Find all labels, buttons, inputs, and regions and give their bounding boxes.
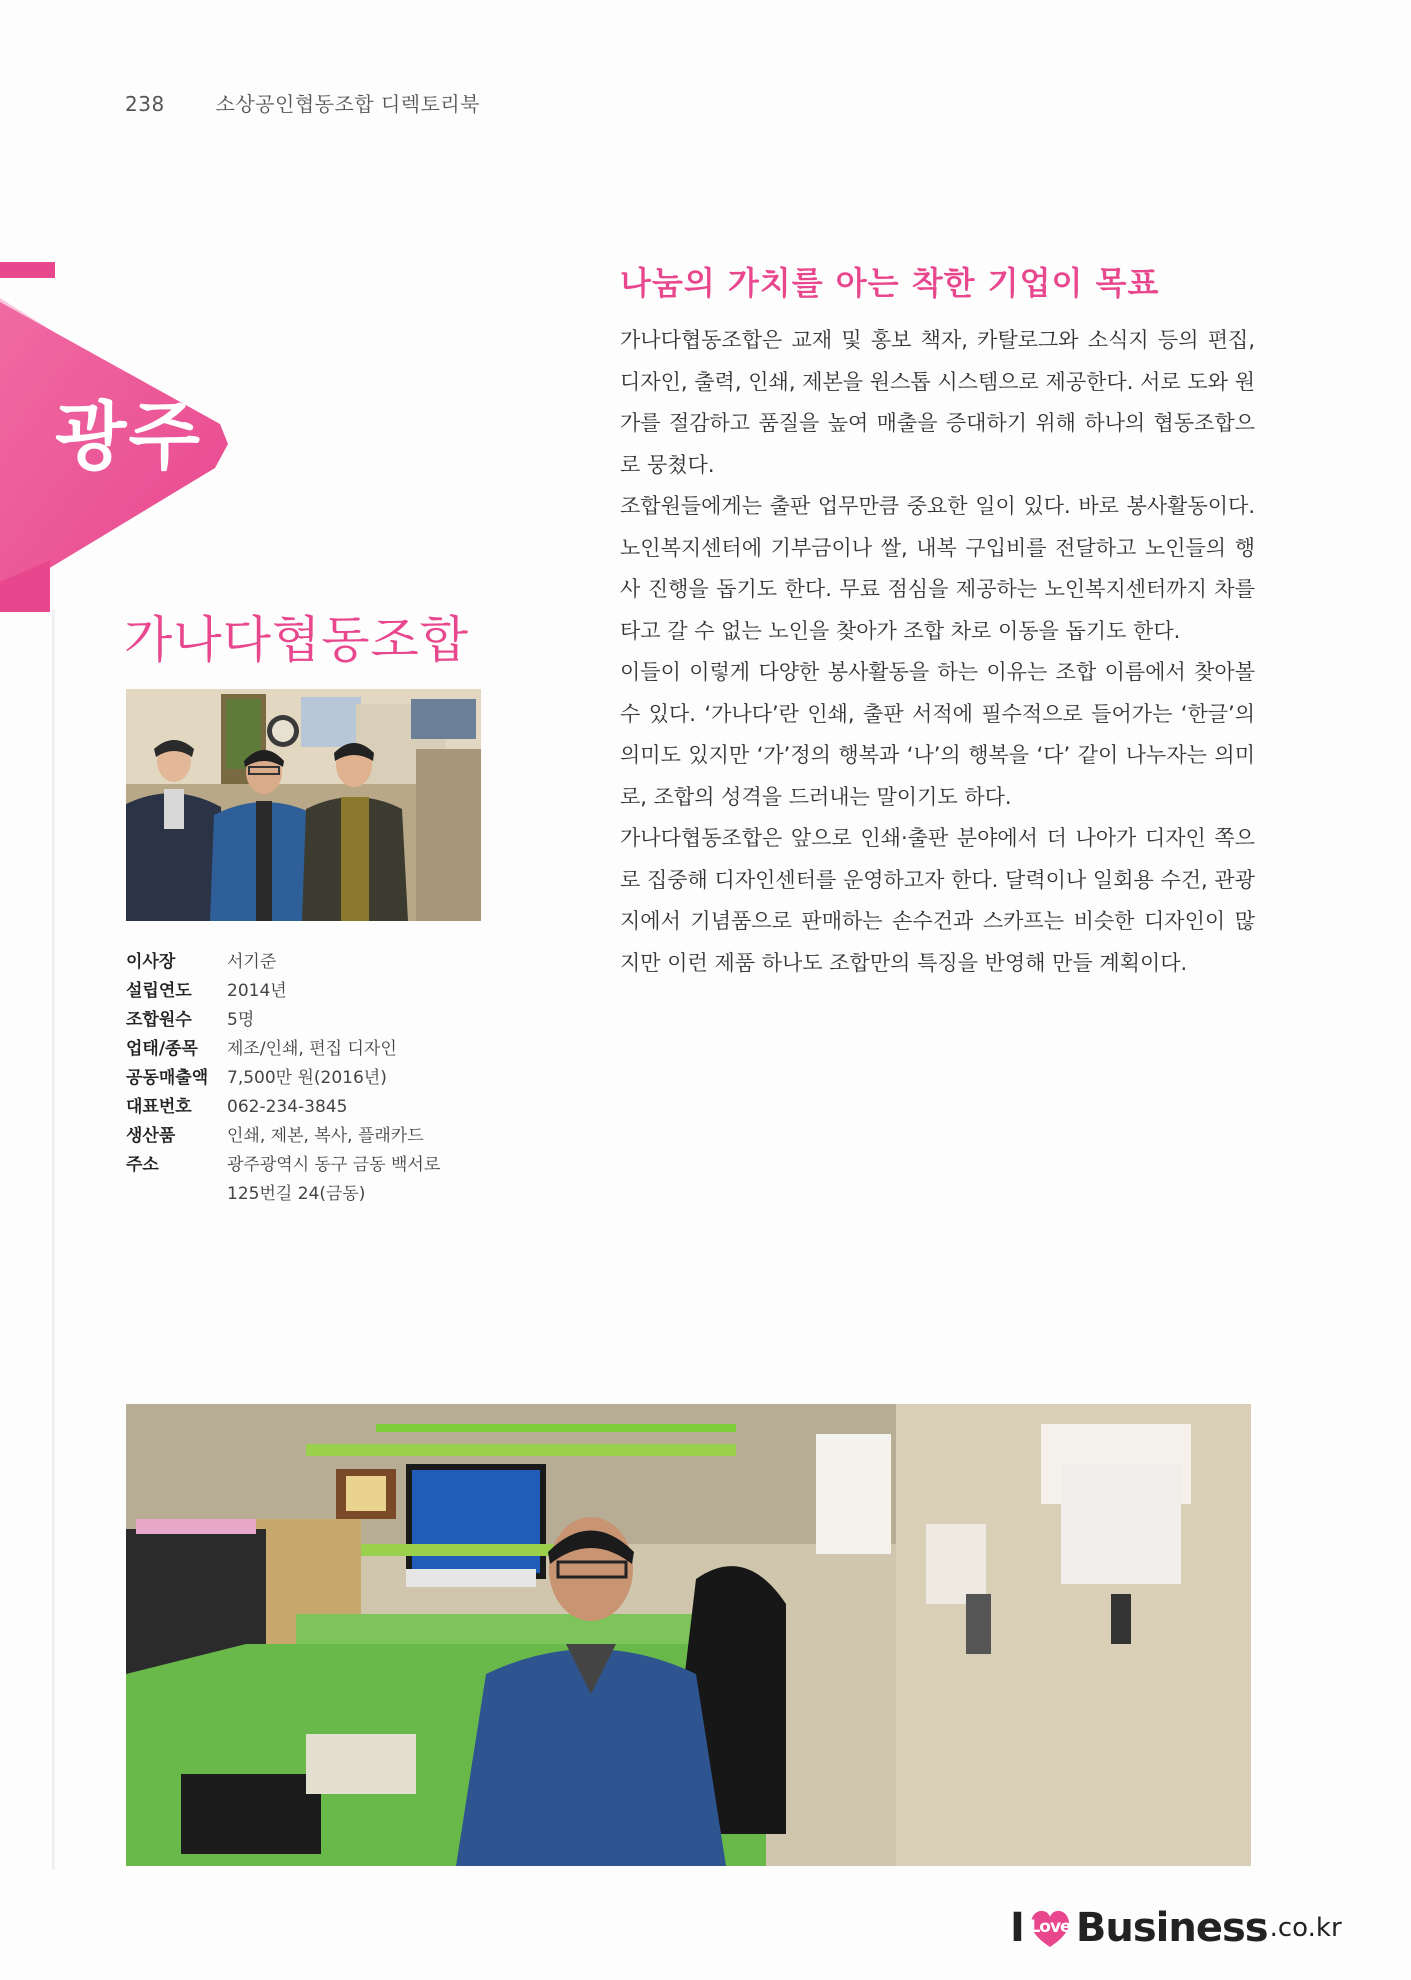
paragraph: 가나다협동조합은 교재 및 홍보 책자, 카탈로그와 소식지 등의 편집, 디자인, 출력, 인쇄, 제본을 원스톱 시스템으로 제공한다. 서로 도와 원가를 절감하고 품질을 높여 매출을 증대하기 위해 하나의 협동조합으로 뭉쳤다. [620, 328, 1255, 477]
info-key [126, 1180, 227, 1209]
paragraph: 이들이 이렇게 다양한 봉사활동을 하는 이유는 조합 이름에서 찾아볼 수 있다. ‘가나다’란 인쇄, 출판 서적에 필수적으로 들어가는 ‘한글’의 의미도 있지만 ‘가’정의 행복과 ‘나’의 행복을 ‘다’ 같이 나누자는 의미로, 조합의 성격을 드러내는 말이기도 하다. [620, 660, 1255, 809]
page-number: 238 [125, 92, 165, 116]
running-header [125, 88, 480, 117]
brand-logo [1010, 1905, 1342, 1951]
info-row [126, 1093, 440, 1122]
info-value: 인쇄, 제본, 복사, 플래카드 [227, 1126, 424, 1146]
group-photo [126, 689, 481, 921]
info-key: 이사장 [126, 952, 176, 972]
info-key: 생산품 [126, 1126, 176, 1146]
info-row [126, 948, 440, 977]
info-key: 주소 [126, 1155, 159, 1175]
info-row [126, 1180, 440, 1209]
article-headline: 나눔의 가치를 아는 착한 기업이 목표 [620, 264, 1160, 302]
info-value: 5명 [227, 1010, 255, 1030]
info-key: 대표번호 [126, 1097, 192, 1117]
paragraph: 조합원들에게는 출판 업무만큼 중요한 일이 있다. 바로 봉사활동이다. 노인복지센터에 기부금이나 쌀, 내복 구입비를 전달하고 노인들의 행사 진행을 돕기도 한다. 무료 점심을 제공하는 노인복지센터까지 차를 타고 갈 수 없는 노인을 찾아가 조합 차로 이동을 돕기도 한다. [620, 494, 1255, 643]
heart-icon [1027, 1905, 1073, 1951]
info-row [126, 1006, 440, 1035]
info-value: 광주광역시 동구 금동 백서로 [227, 1155, 441, 1175]
info-value: 2014년 [227, 981, 287, 1001]
brand-prefix: I [1010, 1905, 1024, 1951]
page-binding-edge [52, 610, 55, 1870]
paragraph: 가나다협동조합은 앞으로 인쇄·출판 분야에서 더 나아가 디자인 쪽으로 집중해 디자인센터를 운영하고자 한다. 달력이나 일회용 수건, 관광지에서 기념품으로 판매하는 손수건과 스카프는 비슷한 디자인이 많지만 이런 제품 하나도 조합만의 특징을 반영해 만들 계획이다. [620, 826, 1255, 975]
book-title: 소상공인협동조합 디렉토리북 [215, 92, 481, 116]
info-key: 조합원수 [126, 1010, 192, 1030]
info-key: 공동매출액 [126, 1068, 209, 1088]
info-row [126, 1151, 440, 1180]
info-row [126, 1035, 440, 1064]
info-value: 7,500만 원(2016년) [227, 1068, 387, 1088]
brand-suffix: .co.kr [1269, 1913, 1342, 1943]
info-value: 서기준 [227, 952, 277, 972]
info-row [126, 1064, 440, 1093]
info-row [126, 1122, 440, 1151]
article-body [620, 320, 1255, 984]
office-photo [126, 1404, 1251, 1866]
coop-info-table [126, 948, 440, 1209]
region-label: 광주 [55, 394, 202, 480]
info-value: 125번길 24(금동) [227, 1184, 366, 1204]
info-key: 업태/종목 [126, 1039, 198, 1059]
info-value: 제조/인쇄, 편집 디자인 [227, 1039, 397, 1059]
info-row [126, 977, 440, 1006]
info-value: 062-234-3845 [227, 1097, 348, 1117]
brand-name: Business [1075, 1905, 1268, 1951]
heart-label: Love [1029, 1917, 1071, 1937]
info-key: 설립연도 [126, 981, 192, 1001]
coop-name: 가나다협동조합 [124, 611, 470, 669]
